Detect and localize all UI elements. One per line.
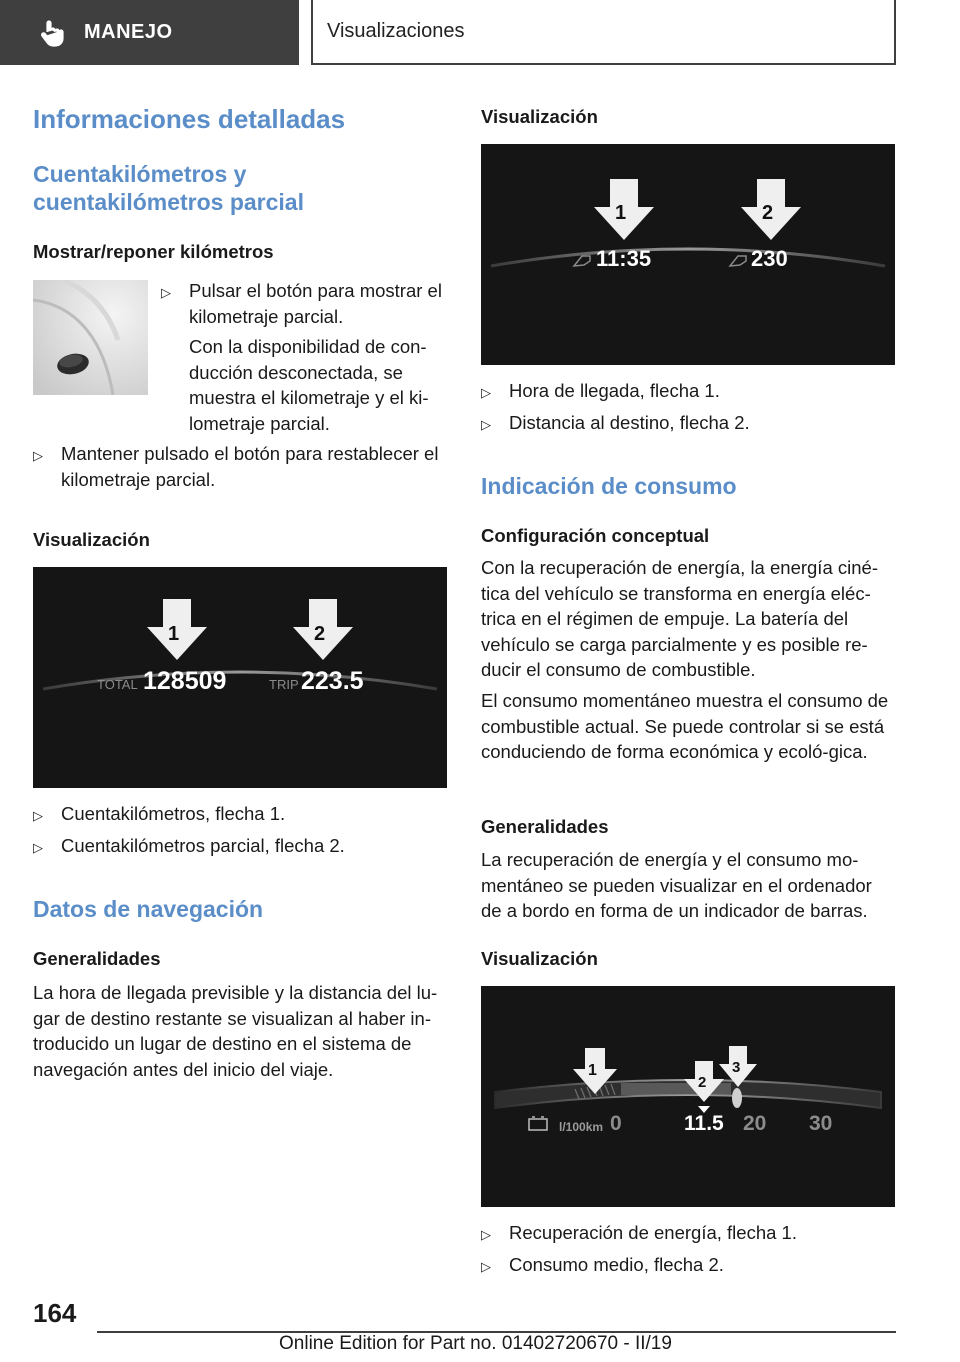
subheading-configuracion: Configuración conceptual [481, 525, 710, 546]
bullet-text: Hora de llegada, flecha 1. [509, 380, 720, 401]
arrow-3-number: 3 [732, 1059, 741, 1076]
bullet-triangle-icon: ▷ [481, 417, 491, 432]
visualizacion-label: Visualización [481, 106, 598, 127]
button-photo [33, 280, 148, 395]
edition-text: Online Edition for Part no. 01402720670 - II/19 [279, 1333, 672, 1354]
paragraph: La recuperación de energía y el consumo mo-mentáneo se pueden visualizar en el ordenador de a bordo en forma de un indicador de barras. [481, 849, 872, 922]
heading-informaciones-detalladas: Informaciones detalladas [33, 104, 346, 134]
total-label: TOTAL [97, 677, 138, 692]
battery-icon [529, 1117, 547, 1130]
subheading-mostrar-reponer: Mostrar/reponer kilómetros [33, 241, 274, 262]
bullet-text: Distancia al destino, flecha 2. [509, 412, 750, 433]
bullet-item [481, 1220, 901, 1248]
bullet-text: Cuentakilómetros, flecha 1. [61, 803, 286, 824]
section-title: MANEJO [84, 21, 173, 43]
destination-flag-icon [730, 256, 746, 266]
paragraph: Con la disponibilidad de con-ducción desconectada, se muestra el kilometraje y el ki-lometraje parcial. [189, 336, 429, 434]
arrow-2-number: 2 [698, 1074, 707, 1091]
arrow-1-number: 1 [588, 1062, 597, 1079]
page-number: 164 [33, 1298, 77, 1328]
header-section-tab [0, 0, 299, 65]
arrow-1-number: 1 [168, 623, 180, 645]
needle-marker [732, 1088, 742, 1108]
scale-tick-30: 30 [809, 1112, 833, 1135]
bullet-triangle-icon: ▷ [161, 285, 171, 300]
bullet-item [481, 410, 901, 438]
bullet-text: Recuperación de energía, flecha 1. [509, 1222, 797, 1243]
bullet-triangle-icon: ▷ [481, 385, 491, 400]
trip-value: 223.5 [301, 667, 364, 695]
bullet-triangle-icon: ▷ [33, 448, 43, 463]
bullet-text: Cuentakilómetros parcial, flecha 2. [61, 835, 345, 856]
consumption-value: 11.5 [684, 1112, 724, 1135]
arrow-1-number: 1 [615, 202, 627, 224]
subheading-generalidades: Generalidades [33, 948, 161, 969]
total-value: 128509 [143, 667, 227, 695]
bullet-text: Mantener pulsado el botón para restablecer el kilometraje parcial. [61, 443, 439, 490]
subheading-generalidades: Generalidades [481, 816, 609, 837]
visualizacion-label: Visualización [481, 948, 598, 969]
header-chapter-box [311, 0, 896, 65]
arrival-time-value: 11:35 [596, 246, 652, 271]
bullet-triangle-icon: ▷ [481, 1227, 491, 1242]
bullet-item [481, 378, 901, 406]
chapter-title: Visualizaciones [327, 20, 465, 42]
paragraph: Con la recuperación de energía, la energía ciné-tica del vehículo se transforma en energía eléc-trica en el régimen de empuje. La batería del vehículo se carga parcialmente y es posible re-ducir el consumo de combustible. [481, 557, 878, 681]
odometer-display [33, 567, 447, 788]
bullet-item [481, 1252, 901, 1280]
arrow-2-number: 2 [762, 202, 774, 224]
consumption-display [481, 986, 895, 1207]
bullet-item [33, 441, 453, 492]
heading-indicacion-consumo: Indicación de consumo [481, 473, 737, 499]
bullet-text: Consumo medio, flecha 2. [509, 1254, 724, 1275]
visualizacion-label: Visualización [33, 529, 150, 550]
bullet-item [33, 801, 453, 829]
hand-pointer-icon [38, 18, 68, 48]
heading-cuentakilometros: Cuentakilómetros y cuentakilómetros parcial [33, 161, 304, 215]
destination-flag-icon [574, 256, 590, 266]
heading-datos-navegacion: Datos de navegación [33, 896, 264, 922]
bullet-triangle-icon: ▷ [481, 1259, 491, 1274]
scale-tick-0: 0 [610, 1112, 622, 1135]
bullet-text: Pulsar el botón para mostrar el kilometraje parcial. [189, 280, 442, 327]
bullet-triangle-icon: ▷ [33, 840, 43, 855]
bullet-item [161, 278, 451, 329]
scale-tick-20: 20 [743, 1112, 767, 1135]
bullet-triangle-icon: ▷ [33, 808, 43, 823]
distance-value: 230 [751, 246, 788, 271]
arrow-2-number: 2 [314, 623, 326, 645]
trip-label: TRIP [269, 677, 299, 692]
bullet-item [33, 833, 453, 861]
button-illustration [33, 280, 148, 395]
paragraph: El consumo momentáneo muestra el consumo de combustible actual. Se puede controlar si se está conduciendo de forma económica y ecoló-gica. [481, 690, 889, 763]
paragraph: La hora de llegada previsible y la distancia del lu-gar de destino restante se visualizan al haber in-troducido un lugar de destino en el sistema de navegación antes del inicio del viaje. [33, 982, 438, 1080]
dashboard-arc [491, 249, 885, 266]
navigation-display [481, 144, 895, 365]
unit-label: l/100km [559, 1120, 604, 1134]
